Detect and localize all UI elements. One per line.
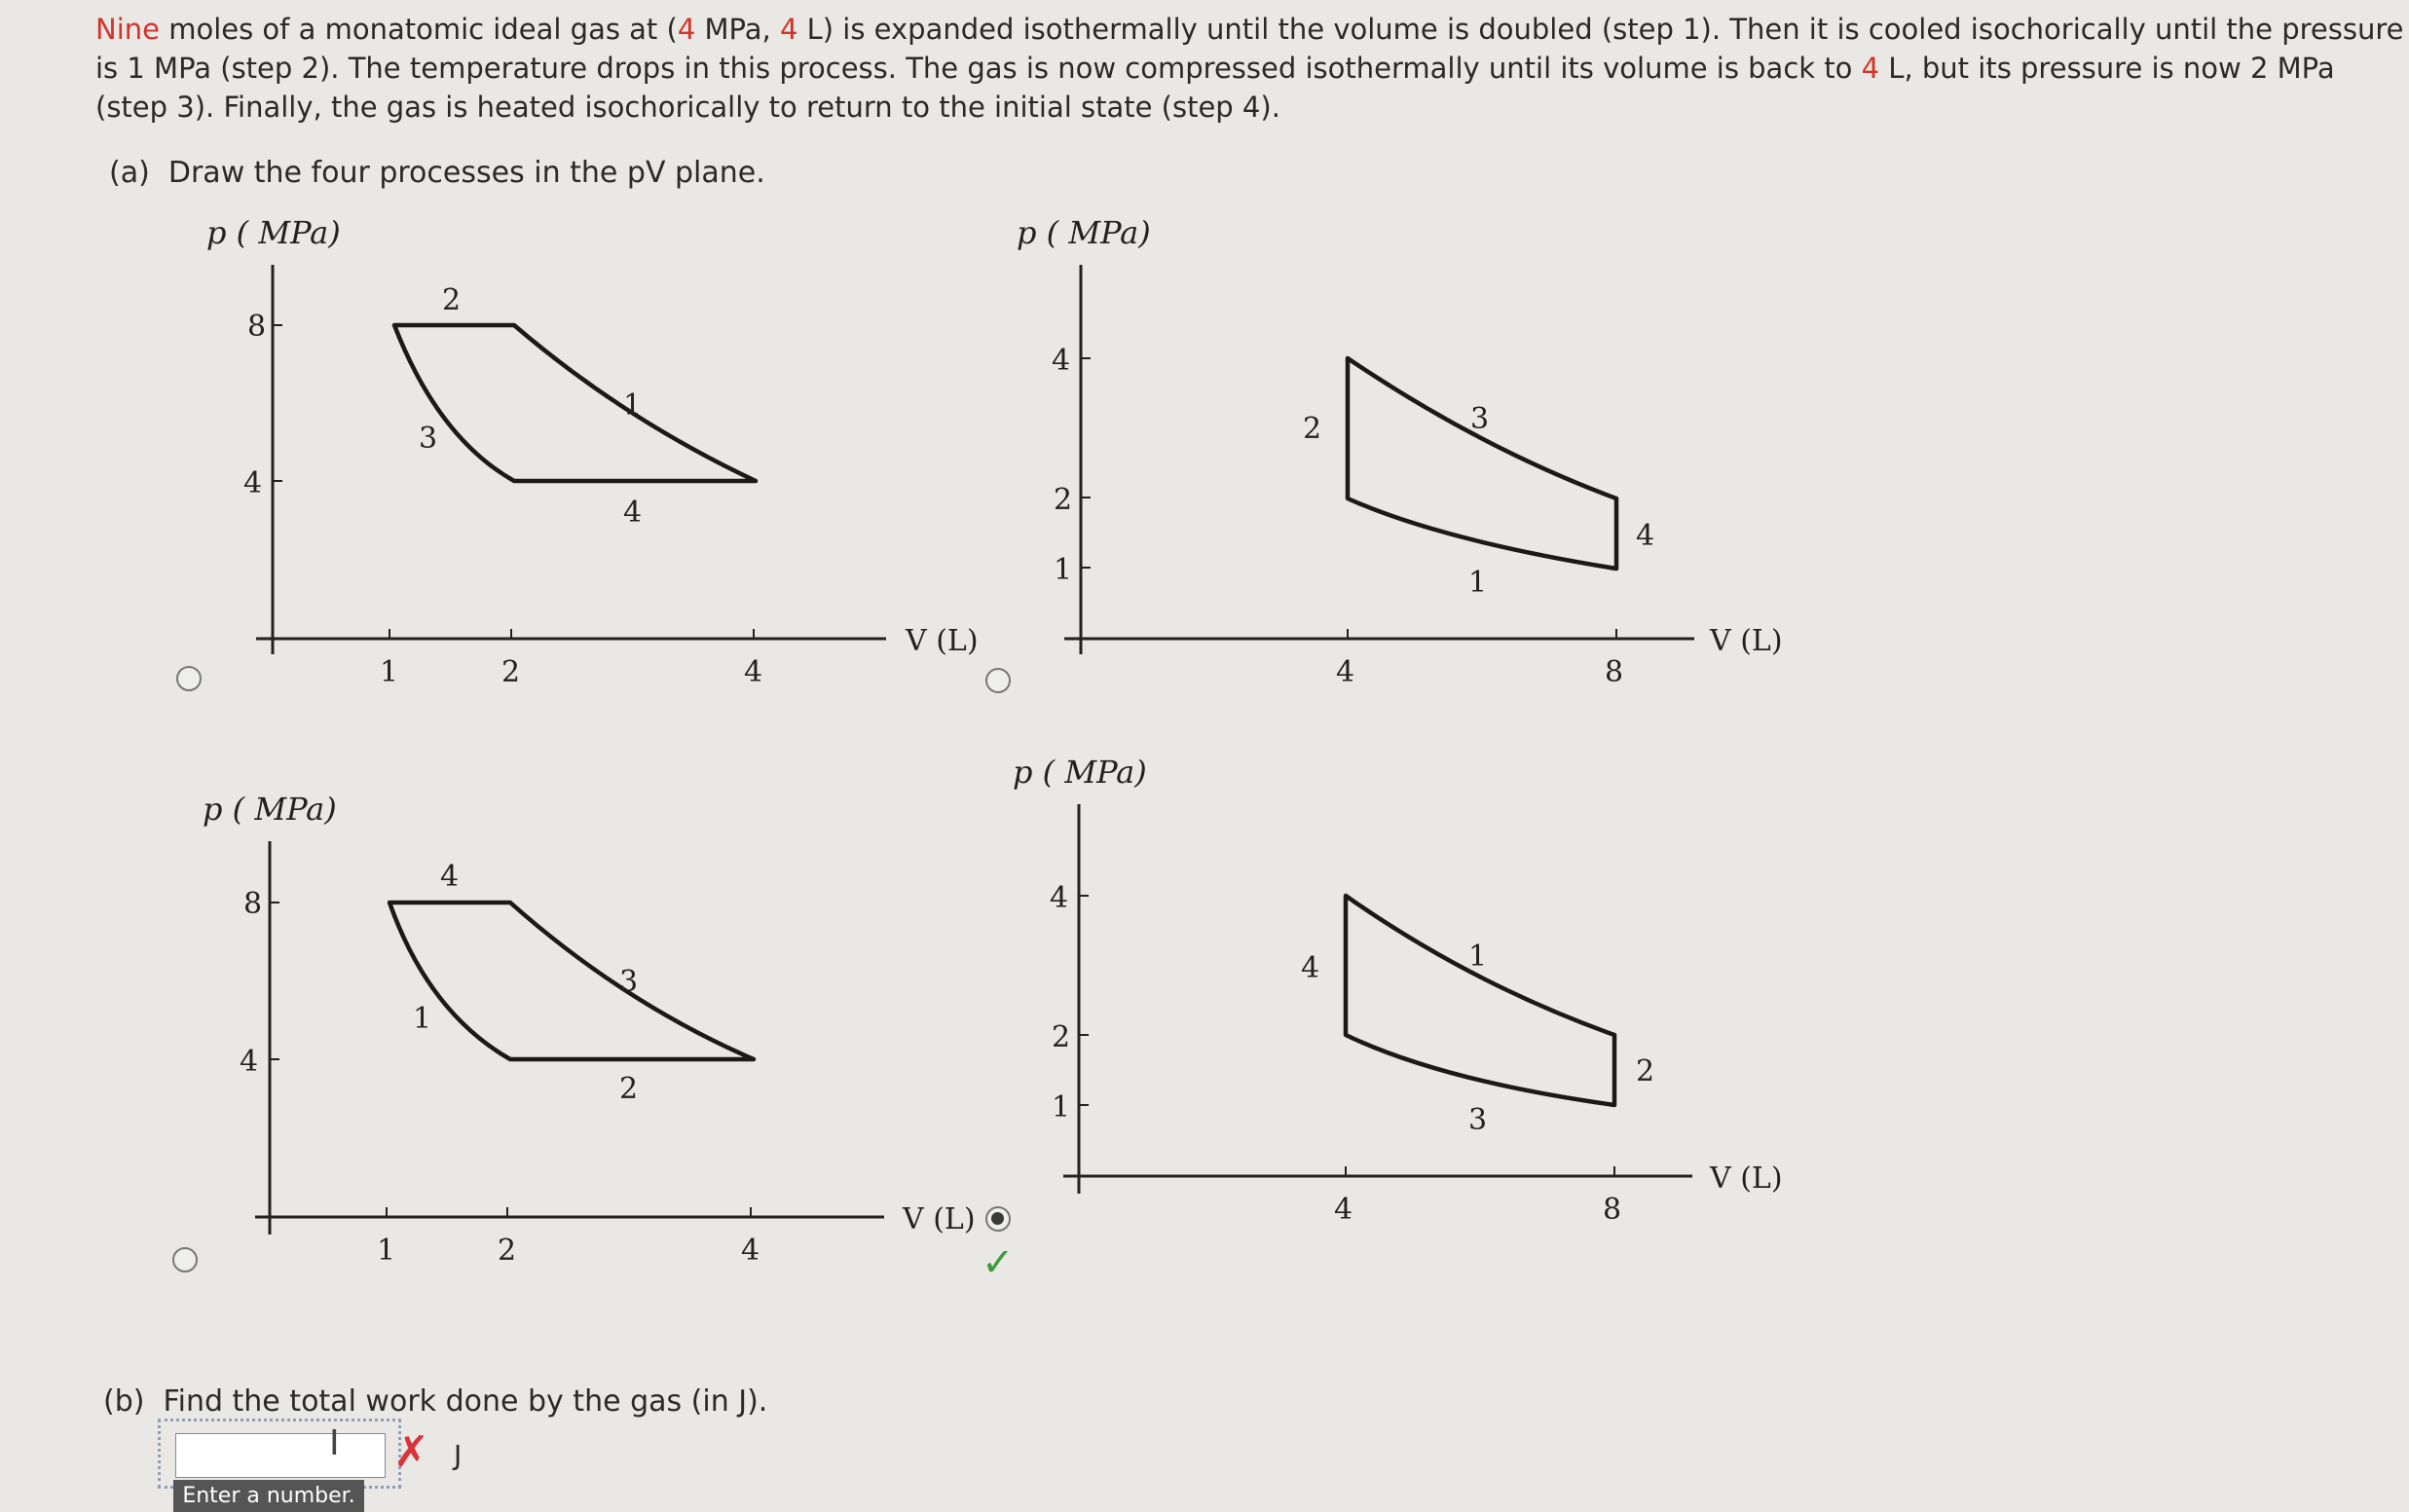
g3-step-label: 2 xyxy=(619,1072,639,1106)
g4-step-label: 3 xyxy=(1468,1103,1488,1137)
g2-xtick: 8 xyxy=(1605,655,1624,689)
g2-xtick: 4 xyxy=(1336,655,1355,689)
g3-ytick: 8 xyxy=(243,887,263,921)
g3-xtick: 2 xyxy=(498,1234,517,1268)
g1-ytick: 8 xyxy=(247,310,267,344)
g1-step-label: 1 xyxy=(623,388,643,423)
input-hint-tooltip: Enter a number. xyxy=(173,1480,364,1512)
g2-ytick: 1 xyxy=(1054,553,1073,587)
g2-step-label: 2 xyxy=(1303,412,1322,446)
g1-step-label: 3 xyxy=(419,422,438,456)
g4-step-label: 1 xyxy=(1468,940,1488,974)
g4-xtick: 8 xyxy=(1603,1193,1622,1227)
g1-xtick: 4 xyxy=(744,655,763,689)
g3-step-label: 3 xyxy=(619,965,639,999)
g1-ylabel: p ( MPa) xyxy=(206,214,341,251)
g4-ytick: 4 xyxy=(1050,881,1069,915)
g4-step-label: 2 xyxy=(1636,1054,1655,1088)
g1-xlabel: V (L) xyxy=(906,624,979,658)
check-icon: ✓ xyxy=(982,1240,1015,1285)
option-4-radio[interactable] xyxy=(985,1206,1011,1232)
g4-ylabel: p ( MPa) xyxy=(1013,754,1147,791)
g4-step-label: 4 xyxy=(1301,951,1320,985)
g2-ylabel: p ( MPa) xyxy=(1017,214,1151,251)
text-cursor-icon: I xyxy=(329,1423,340,1463)
g4-ytick: 1 xyxy=(1052,1090,1071,1125)
g1-step-label: 2 xyxy=(442,283,462,317)
g4-ytick: 2 xyxy=(1052,1020,1071,1054)
g2-ytick: 4 xyxy=(1052,344,1071,378)
g3-ylabel: p ( MPa) xyxy=(203,791,337,828)
g1-xtick: 1 xyxy=(380,655,399,689)
g3-xtick: 4 xyxy=(741,1234,760,1268)
g4-xlabel: V (L) xyxy=(1710,1162,1783,1196)
option-3-radio[interactable] xyxy=(172,1247,198,1272)
g2-step-label: 1 xyxy=(1468,566,1488,600)
g2-xlabel: V (L) xyxy=(1710,624,1783,658)
g2-step-label: 4 xyxy=(1636,519,1655,553)
problem-statement: Nine moles of a monatomic ideal gas at (4 MPa, 4 L) is expanded isothermally until the volume is doubled (step 1). Then it is cooled isochorically until the pressure is 1 MPa (step 2). The temperature drops in this process. The gas is now compressed isothermally until its volume is back to 4 L, but its pressure is now 2 MPa (step 3). Finally, the gas is heated isochorically to return to the initial state (step 4). xyxy=(95,13,2404,124)
g4-cycle xyxy=(1346,896,1614,1105)
g3-step-label: 4 xyxy=(440,860,460,894)
unit-label: J xyxy=(454,1439,463,1471)
g2-cycle xyxy=(1348,358,1616,569)
g1-step-label: 4 xyxy=(623,496,643,530)
x-icon: ✗ xyxy=(393,1427,429,1477)
option-1-radio[interactable] xyxy=(176,666,202,691)
g3-ytick: 4 xyxy=(240,1045,259,1079)
option-2-radio[interactable] xyxy=(985,668,1011,693)
g4-xtick: 4 xyxy=(1334,1193,1353,1227)
g2-step-label: 3 xyxy=(1470,402,1490,436)
g1-xtick: 2 xyxy=(501,655,521,689)
g3-step-label: 1 xyxy=(413,1002,432,1036)
g1-ytick: 4 xyxy=(243,466,263,500)
part-b-prompt: (b) Find the total work done by the gas (in J). xyxy=(103,1384,768,1419)
part-a-prompt: (a) Draw the four processes in the pV plane. xyxy=(109,156,765,190)
g2-ytick: 2 xyxy=(1054,483,1073,517)
g3-xtick: 1 xyxy=(377,1234,396,1268)
g3-cycle xyxy=(389,903,754,1059)
g3-xlabel: V (L) xyxy=(903,1202,976,1236)
work-answer-input[interactable] xyxy=(175,1433,386,1478)
g1-cycle xyxy=(394,325,756,481)
